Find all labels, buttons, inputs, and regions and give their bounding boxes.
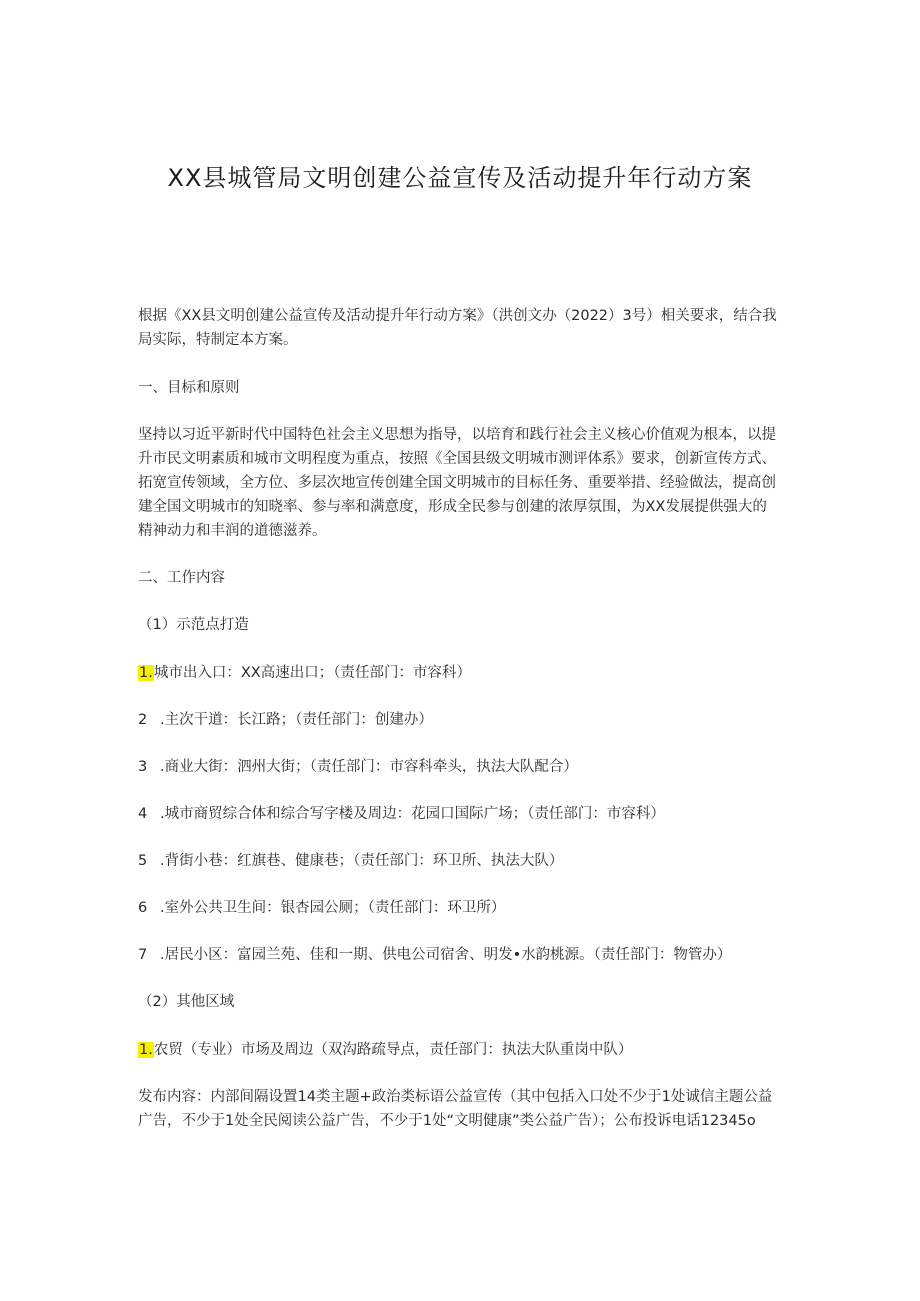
item-text: 农贸（专业）市场及周边（双沟路疏导点，责任部门：执法大队重岗中队） — [153, 1042, 633, 1058]
intro-paragraph: 根据《XX县文明创建公益宣传及活动提升年行动方案》（洪创文办（2022）3号）相关要求，结合我局实际，特制定本方案。 — [138, 308, 777, 348]
item-number: 3 — [138, 759, 148, 775]
section2-heading: 二、工作内容 — [138, 570, 225, 586]
item-text: .背街小巷：红旗巷、健康巷；（责任部门：环卫所、执法大队） — [160, 853, 564, 869]
item-number: 7 — [138, 947, 148, 963]
sub2-heading: （2）其他区域 — [138, 994, 235, 1010]
list-item — [138, 802, 778, 826]
document-title: XX县城管局文明创建公益宣传及活动提升年行动方案 — [167, 164, 753, 192]
publish-paragraph: 发布内容：内部间隔设置14类主题+政治类标语公益宣传（其中包括入口处不少于1处诚信主题公益广告，不少于1处全民阅读公益广告，不少于1处“文明健康”类公益广告）；公布投诉电话12345o — [138, 1089, 773, 1129]
item-text: .居民小区：富园兰苑、佳和一期、供电公司宿舍、明发•水韵桃源。（责任部门：物管办） — [160, 947, 732, 963]
item-number: 5 — [138, 853, 148, 869]
list-item — [138, 661, 778, 685]
list-item — [138, 896, 778, 920]
list-item — [138, 755, 778, 779]
sub1-heading: （1）示范点打造 — [138, 617, 249, 633]
item-text: .主次干道：长江路；（责任部门：创建办） — [160, 712, 433, 728]
list-item — [138, 943, 778, 967]
section1-heading: 一、目标和原则 — [138, 380, 240, 396]
item-number: 6 — [138, 900, 148, 916]
item-number: 1. — [139, 1042, 153, 1058]
list-item — [138, 849, 778, 873]
item-text: .城市商贸综合体和综合写字楼及周边：花园口国际广场；（责任部门：市容科） — [160, 806, 665, 822]
item-number: 1. — [139, 665, 153, 681]
list-item — [138, 1038, 778, 1062]
item-number: 4 — [138, 806, 148, 822]
list-item — [138, 708, 778, 732]
item-text: 城市出入口：XX高速出口；（责任部门：市容科） — [153, 665, 471, 681]
item-number: 2 — [138, 712, 148, 728]
item-text: .商业大街：泗州大街；（责任部门：市容科牵头，执法大队配合） — [160, 759, 578, 775]
section1-body: 坚持以习近平新时代中国特色社会主义思想为指导，以培育和践行社会主义核心价值观为根本，以提升市民文明素质和城市文明程度为重点，按照《全国县级文明城市测评体系》要求，创新宣传方式、拓宽宣传领域，全方位、多层次地宣传创建全国文明城市的目标任务、重要举措、经验做法，提高创建全国文明城市的知晓率、参与率和满意度，形成全民参与创建的浓厚氛围，为XX发展提供强大的精神动力和丰润的道德滋养。 — [138, 427, 776, 539]
item-text: .室外公共卫生间：银杏园公厕；（责任部门：环卫所） — [160, 900, 506, 916]
